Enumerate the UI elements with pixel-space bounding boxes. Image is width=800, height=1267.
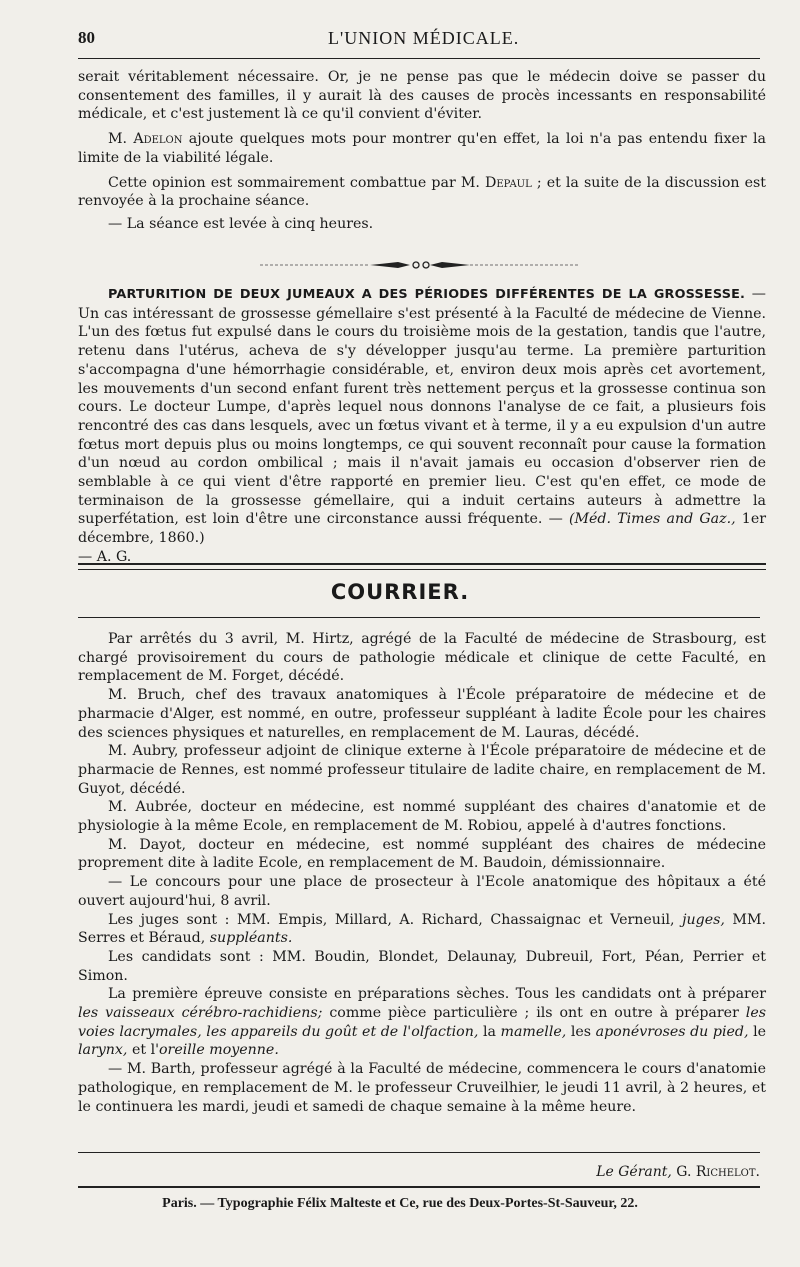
section-rule: [78, 617, 760, 618]
paragraph-text: le: [748, 1023, 767, 1040]
paragraph: [78, 985, 766, 1060]
emphasis: juges,: [682, 911, 725, 928]
article-heading: PARTURITION DE DEUX JUMEAUX A DES PÉRIODES DIFFÉRENTES DE LA GROSSESSE.: [108, 287, 746, 302]
article-signature: — A. G.: [78, 548, 132, 565]
journal-title: L'UNION MÉDICALE.: [328, 28, 520, 48]
emphasis: les vaisseaux cérébro-rachidiens;: [78, 1005, 323, 1022]
paragraph-text: ; et la suite de la discussion est renvoyée à la prochaine séance.: [78, 174, 766, 210]
header-rule: [78, 58, 760, 59]
paragraph: Les candidats sont : MM. Boudin, Blondet, Delaunay, Dubreuil, Fort, Péan, Perrier et Simon.: [78, 948, 766, 984]
paragraph: — Le concours pour une place de prosecteur à l'Ecole anatomique des hôpitaux a été ouvert aujourd'hui, 8 avril.: [78, 874, 766, 909]
paragraph: — M. Barth, professeur agrégé à la Faculté de médecine, commencera le cours d'anatomie pathologique, en remplacement de M. le professeur Cruveilhier, le jeudi 11 avril, à 2 heures, et le continuera les mardi, jeudi et samedi de chaque semaine à la même heure.: [78, 1061, 766, 1115]
citation-date: 1er décembre, 1860.): [78, 511, 766, 547]
paragraph: [78, 130, 766, 167]
emphasis: suppléants.: [209, 930, 293, 947]
section-double-rule: [78, 563, 766, 570]
paragraph-text: MM. Serres et Béraud,: [78, 911, 766, 947]
page-number: 80: [78, 28, 95, 47]
gerant-label: Le Gérant,: [596, 1164, 672, 1180]
emphasis: aponévroses du pied,: [595, 1023, 749, 1040]
printer-rule: [78, 1186, 760, 1188]
article-body: — Un cas intéressant de grossesse gémellaire s'est présenté à la Faculté de médecine de Vienne. L'un des fœtus fut expulsé dans le cours du troisième mois de la gestation, tandis que l'autre, retenu dans l'utérus, acheva de s'y développer jusqu'au terme. La première parturition s'accompagna d'une hémorrhagie considérable, et, environ deux mois après cet avortement, les mouvements d'un second enfant furent très nettement perçus et la grossesse continua son cours. Le docteur Lumpe, d'après lequel nous donnons l'analyse de ce fait, a plusieurs fois rencontré des cas dans lesquels, avec un fœtus vivant et à terme, il y a eu expulsion d'un autre fœtus mort depuis plus ou moins longtemps, ce qui souvent reconnaît pour cause la formation d'un nœud au cordon ombilical ; mais il n'avait jamais eu occasion d'observer rien de semblable à ce qui vient d'être rapporté en premier lieu. C'est qu'en effet, ce mode de terminaison de la grossesse gémellaire, qui a induit certains auteurs à admettre la superfétation, est loin d'être une circonstance aussi fréquente. —: [78, 286, 766, 528]
person-name: Depaul: [484, 174, 532, 191]
printer-imprint: Paris. — Typographie Félix Malteste et Ce, rue des Deux-Portes-St-Sauveur, 22.: [162, 1196, 638, 1211]
paragraph: M. Aubry, professeur adjoint de clinique externe à l'École préparatoire de médecine et de pharmacie de Rennes, est nommé professeur titulaire de ladite chaire, en remplacement de M. Guyot, décédé.: [78, 743, 766, 797]
gerant-name: G. Richelot.: [671, 1164, 760, 1180]
emphasis: mamelle,: [500, 1023, 567, 1040]
top-section: [78, 68, 766, 234]
paragraph: [78, 911, 766, 948]
paragraph-text: Cette opinion est sommairement combattue par M.: [108, 174, 485, 191]
paragraph-text: ajoute quelques mots pour montrer qu'en effet, la loi n'a pas entendu fixer la limite de la viabilité légale.: [78, 131, 766, 166]
paragraph: Par arrêtés du 3 avril, M. Hirtz, agrégé de la Faculté de médecine de Strasbourg, est chargé provisoirement du cours de pathologie médicale et clinique de cette Faculté, en remplacement de M. Forget, décédé.: [78, 631, 766, 685]
paragraph: serait véritablement nécessaire. Or, je ne pense pas que le médecin doive se passer du consentement des familles, il y aurait là des causes de procès incessants en responsabilité médicale, et c'est justement là ce qu'il convient d'éviter.: [78, 69, 766, 123]
emphasis: larynx,: [78, 1042, 128, 1059]
courrier-section: [78, 630, 766, 1116]
paragraph-text: les: [566, 1023, 596, 1040]
article-parturition: [78, 285, 766, 567]
paragraph: M. Bruch, chef des travaux anatomiques à l'École préparatoire de médecine et de pharmacie d'Alger, est nommé, en outre, professeur suppléant à ladite École pour les chaires des sciences physiques et naturelles, en remplacement de M. Lauras, décédé.: [78, 687, 766, 741]
citation: (Méd. Times and Gaz.,: [568, 511, 736, 528]
section-title: COURRIER.: [330, 580, 470, 604]
paragraph-text: La première épreuve consiste en préparations sèches. Tous les candidats ont à préparer: [108, 986, 766, 1003]
gerant-signature: [596, 1164, 760, 1180]
session-end-line: — La séance est levée à cinq heures.: [108, 215, 374, 232]
ornament-divider: [260, 257, 580, 271]
paragraph: [78, 174, 766, 211]
paragraph: M. Aubrée, docteur en médecine, est nommé suppléant des chaires d'anatomie et de physiologie à la même Ecole, en remplacement de M. Robiou, appelé à d'autres fonctions.: [78, 799, 766, 835]
person-name: M. Adelon: [108, 131, 183, 148]
paragraph-text: la: [478, 1023, 501, 1040]
paragraph-text: Les juges sont : MM. Empis, Millard, A. Richard, Chassaignac et Verneuil,: [108, 911, 683, 928]
footer-rule: [78, 1152, 760, 1153]
paragraph-text: comme pièce particulière ; ils ont en outre à préparer: [322, 1005, 746, 1022]
page-header: [78, 24, 760, 54]
article-paragraph: [78, 285, 766, 548]
emphasis: oreille moyenne.: [159, 1042, 279, 1059]
paragraph: M. Dayot, docteur en médecine, est nommé suppléant des chaires de médecine proprement dite à ladite Ecole, en remplacement de M. Baudoin, démissionnaire.: [78, 836, 766, 872]
emphasis: les voies lacrymales, les appareils du goût et de l'olfaction,: [78, 1005, 766, 1040]
paragraph-text: et l': [127, 1042, 160, 1059]
